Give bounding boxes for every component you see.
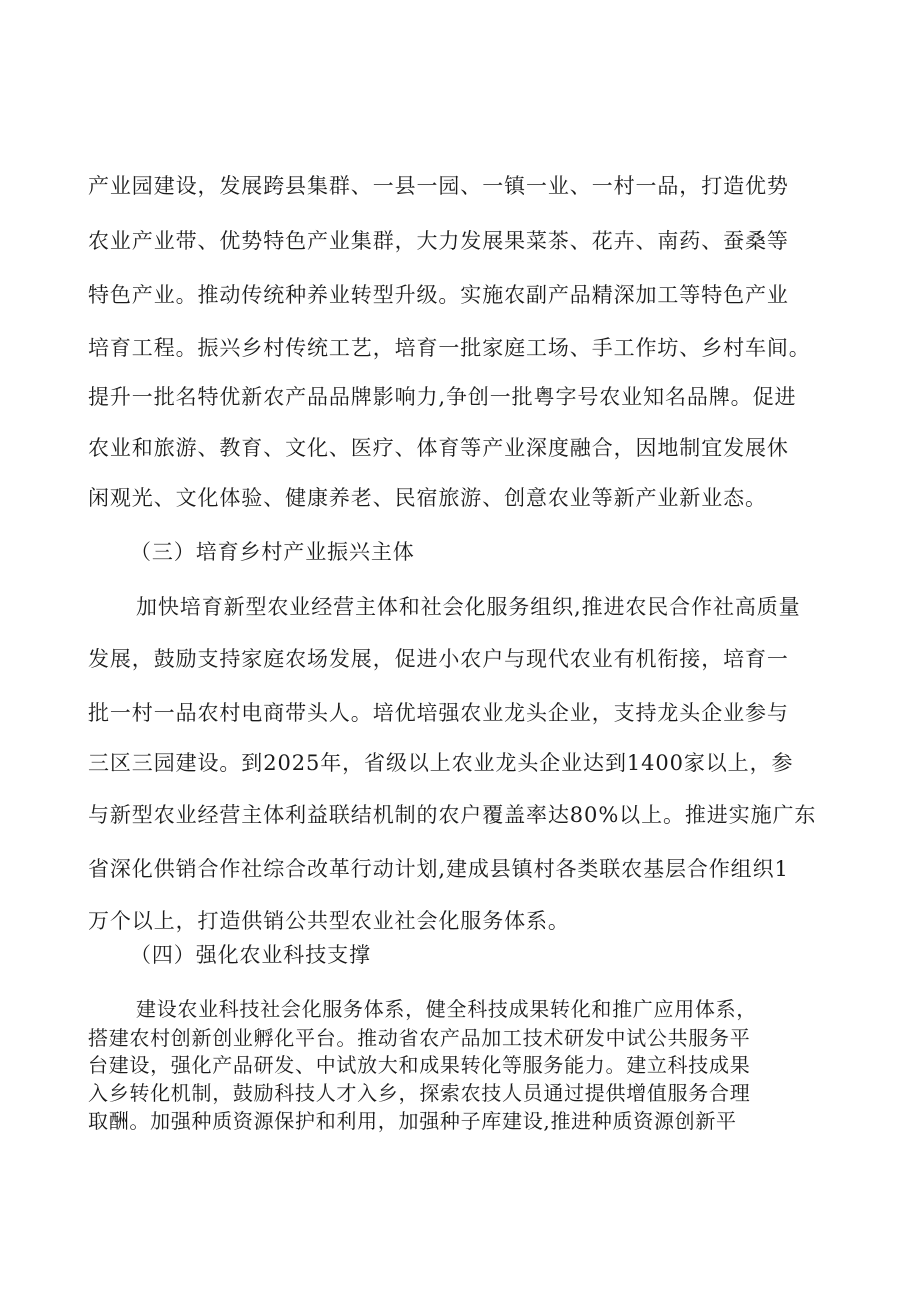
paragraph-line: 省深化供销合作社综合改革行动计划,建成县镇村各类联农基层合作组织1 (88, 857, 789, 881)
paragraph-line: 取酬。加强种质资源保护和利用，加强种子库建设,推进种质资源创新平 (88, 1109, 737, 1133)
paragraph-line: 提升一批名特优新农产品品牌影响力,争创一批粤字号农业知名品牌。促进 (88, 385, 797, 409)
paragraph-line: 三区三园建设。到2025年，省级以上农业龙头企业达到1400家以上，参 (88, 751, 794, 775)
paragraph-line: 农业产业带、优势特色产业集群，大力发展果菜茶、花卉、南药、蚕桑等 (88, 229, 789, 253)
paragraph-line: 建设农业科技社会化服务体系，健全科技成果转化和推广应用体系， (136, 997, 757, 1021)
section-heading-4: （四）强化农业科技支撑 (130, 943, 371, 967)
paragraph-line: 产业园建设，发展跨县集群、一县一园、一镇一业、一村一品，打造优势 (88, 174, 789, 198)
paragraph-line: 加快培育新型农业经营主体和社会化服务组织,推进农民合作社高质量 (136, 595, 801, 619)
paragraph-line: 特色产业。推动传统种养业转型升级。实施农副产品精深加工等特色产业 (88, 283, 789, 307)
paragraph-line: 台建设，强化产品研发、中试放大和成果转化等服务能力。建立科技成果 (88, 1053, 751, 1077)
paragraph-line: 搭建农村创新创业孵化平台。推动省农产品加工技术研发中试公共服务平 (88, 1026, 751, 1050)
paragraph-line: 批一村一品农村电商带头人。培优培强农业龙头企业，支持龙头企业参与 (88, 701, 789, 725)
paragraph-line: 与新型农业经营主体利益联结机制的农户覆盖率达80%以上。推进实施广东 (88, 803, 817, 827)
paragraph-line: 万个以上，打造供销公共型农业社会化服务体系。 (88, 909, 570, 933)
paragraph-line: 发展，鼓励支持家庭农场发展，促进小农户与现代农业有机衔接，培育一 (88, 647, 789, 671)
paragraph-line: 培育工程。振兴乡村传统工艺，培育一批家庭工场、手工作坊、乡村车间。 (88, 336, 811, 360)
section-heading-3: （三）培育乡村产业振兴主体 (130, 540, 415, 564)
paragraph-line: 闲观光、文化体验、健康养老、民宿旅游、创意农业等新产业新业态。 (88, 486, 767, 510)
paragraph-line: 农业和旅游、教育、文化、医疗、体育等产业深度融合，因地制宜发展休 (88, 436, 789, 460)
paragraph-line: 入乡转化机制，鼓励科技人才入乡，探索农技人员通过提供增值服务合理 (88, 1081, 751, 1105)
